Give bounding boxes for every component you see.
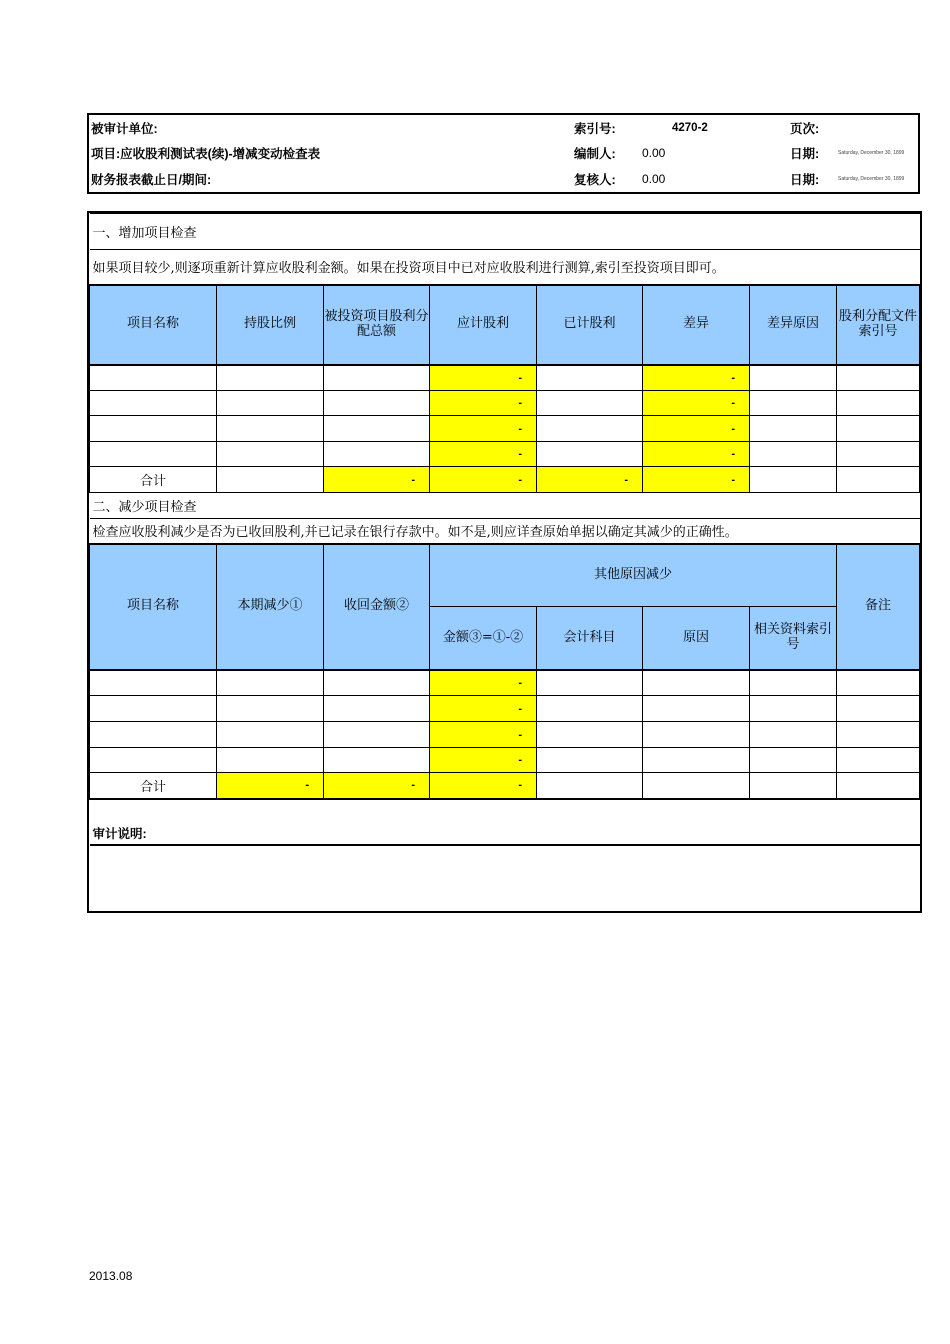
total-label: 合计 [90, 467, 217, 493]
col-remark: 备注 [837, 544, 920, 670]
date-value-1: Saturday, December 30, 1899 [838, 150, 905, 157]
amount-cell: - [430, 722, 537, 748]
accrued-cell: - [430, 391, 537, 416]
date-value-2: Saturday, December 30, 1899 [838, 176, 905, 183]
worksheet [87, 211, 922, 913]
page-value [836, 115, 918, 141]
difference-cell: - [643, 416, 750, 442]
header-block [87, 113, 920, 194]
decrease-instruction: 检查应收股利减少是否为已收回股利,并已记录在银行存款中。如不是,则应详查原始单据以确定其减少的正确性。 [90, 519, 920, 544]
total-dividend-total: - [324, 467, 430, 493]
table-row [90, 391, 920, 416]
audit-note-content[interactable] [90, 845, 920, 911]
table-row [90, 365, 920, 391]
col-project-name-2: 项目名称 [90, 544, 217, 670]
decrease-header-row [90, 544, 920, 607]
accrued-cell: - [430, 442, 537, 467]
index-value: 4270-2 [672, 121, 708, 134]
difference-cell: - [643, 365, 750, 391]
col-period-decrease: 本期减少① [217, 544, 324, 670]
decrease-section-title: 二、减少项目检查 [90, 493, 920, 519]
table-row [90, 416, 920, 442]
col-recovered-amount: 收回金额② [324, 544, 430, 670]
total-accrued: - [430, 467, 537, 493]
col-amount: 金额③=①-② [430, 607, 537, 670]
difference-cell: - [643, 391, 750, 416]
table-row [90, 748, 920, 773]
total-amount: - [430, 773, 537, 799]
footer-version: 2013.08 [89, 1269, 133, 1283]
col-accrued-dividend: 应计股利 [430, 285, 537, 365]
increase-header-row [90, 285, 920, 365]
increase-section-title: 一、增加项目检查 [90, 214, 920, 250]
preparer-label: 编制人: [574, 147, 616, 162]
reviewer-label: 复核人: [574, 173, 616, 188]
col-difference-reason: 差异原因 [750, 285, 837, 365]
date-label-2: 日期: [790, 173, 820, 188]
total-period-decrease: - [217, 773, 324, 799]
col-project-name: 项目名称 [90, 285, 217, 365]
increase-total-row [90, 467, 920, 493]
col-holding-ratio: 持股比例 [217, 285, 324, 365]
accrued-cell: - [430, 365, 537, 391]
col-difference: 差异 [643, 285, 750, 365]
reviewer-value: 0.00 [642, 172, 666, 187]
date-label-1: 日期: [790, 147, 820, 162]
accrued-cell: - [430, 416, 537, 442]
amount-cell: - [430, 748, 537, 773]
total-difference: - [643, 467, 750, 493]
total-recovered: - [324, 773, 430, 799]
audit-note-label: 审计说明: [90, 799, 920, 845]
amount-cell: - [430, 696, 537, 722]
period-label: 财务报表截止日/期间: [91, 173, 212, 188]
col-reason: 原因 [643, 607, 750, 670]
table-row [90, 442, 920, 467]
preparer-value: 0.00 [642, 146, 666, 161]
amount-cell: - [430, 670, 537, 696]
decrease-total-row [90, 773, 920, 799]
col-dividend-total: 被投资项目股利分配总额 [324, 285, 430, 365]
table-row [90, 696, 920, 722]
project-title: 项目:应收股利测试表(续)-增减变动检查表 [91, 147, 321, 162]
index-label: 索引号: [574, 121, 616, 136]
col-account: 会计科目 [537, 607, 643, 670]
page-label: 页次: [790, 121, 820, 136]
difference-cell: - [643, 442, 750, 467]
table-row [90, 670, 920, 696]
table-row [90, 722, 920, 748]
col-doc-index: 股利分配文件索引号 [837, 285, 920, 365]
total-label-2: 合计 [90, 773, 217, 799]
col-other-reasons: 其他原因减少 [430, 544, 837, 607]
increase-instruction: 如果项目较少,则逐项重新计算应收股利金额。如果在投资项目中已对应收股利进行测算,索引至投资项目即可。 [90, 250, 920, 285]
col-related-ref: 相关资料索引号 [750, 607, 837, 670]
audited-unit-label: 被审计单位: [91, 121, 158, 136]
total-booked: - [537, 467, 643, 493]
col-booked-dividend: 已计股利 [537, 285, 643, 365]
